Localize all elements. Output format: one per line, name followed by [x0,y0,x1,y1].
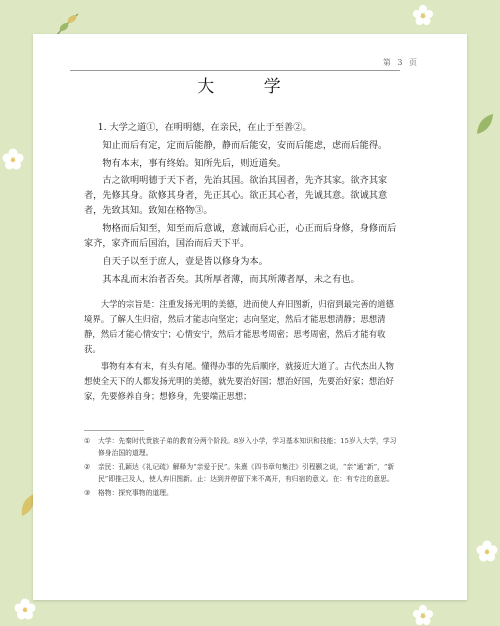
text-paragraph: 其本乱而末治者否矣。其所厚者薄，而其所薄者厚，未之有也。 [102,273,360,285]
flower-icon [476,540,498,562]
footnote [84,488,400,500]
translation-paragraph: 事物有本有末，有头有尾。懂得办事的先后顺序，就接近大道了。古代杰出人物想使全天下的人都发扬光明的美德，就先要治好国；想治好国，先要治好家；想治好家，先要修养自身；想修身，先要端正思想； [84,361,394,401]
page-number: 第 3 页 [382,58,419,67]
text-paragraph: 自天子以至于庶人，壹是皆以修身为本。 [102,255,268,267]
translation-text [84,297,398,406]
text-paragraph: 古之欲明明德于天下者，先治其国。欲治其国者，先齐其家。欲齐其家者，先修其身。欲修其身者，先正其心。欲正其心者，先诚其意。欲诚其意者，先致其知。致知在格物③。 [84,175,388,217]
page-title: 大 学 [197,77,303,97]
footnote-text: 格物：探究事物的道理。 [98,489,173,497]
footnote-rule [84,430,144,431]
footnote [84,462,400,485]
footnote-mark: ① [84,437,91,445]
footnote [84,436,400,459]
flower-icon [2,148,24,170]
classical-text [84,120,398,290]
footnotes [84,436,400,503]
flower-icon [14,598,36,620]
footnote-mark: ② [84,463,91,471]
text-paragraph: 知止而后有定，定而后能静，静而后能安，安而后能虑，虑而后能得。 [102,139,388,151]
text-paragraph: 物有本末，事有终始。知所先后，则近道矣。 [102,157,287,169]
leaf-icon [474,112,496,136]
translation-paragraph: 大学的宗旨是：注重发扬光明的美德，进而使人弃旧图新，归宿到最完善的道德境界。了解人生归宿，然后才能志向坚定；志向坚定，然后才能思想清静；思想清静，然后才能心情安宁；心情安宁，然后才能思考周密；思考周密，然后才能有收获。 [84,299,394,354]
text-paragraph: 1. 大学之道①，在明明德，在亲民，在止于至善②。 [97,122,312,133]
flower-icon [412,604,434,626]
footnote-text: 大学：先秦时代贵族子弟的教育分两个阶段。8岁入小学，学习基本知识和技能；15岁入大学，学习修身治国的道理。 [98,437,397,457]
footnote-mark: ③ [84,489,91,497]
text-paragraph: 物格而后知至，知至而后意诚，意诚而后心正，心正而后身修，身修而后家齐，家齐而后国治，国治而后天下平。 [84,223,397,250]
footnote-text: 亲民：孔颖达《礼记疏》解释为“亲爱于民”。朱熹《四书章句集注》引程颢之说，“亲”通“新”，“新民”即推己及人，使人弃旧图新。止：达到并停留下来不离开，有归宿的意义。在：有专注的意思。 [98,463,395,483]
flower-icon [412,4,434,26]
header-rule [70,70,400,71]
